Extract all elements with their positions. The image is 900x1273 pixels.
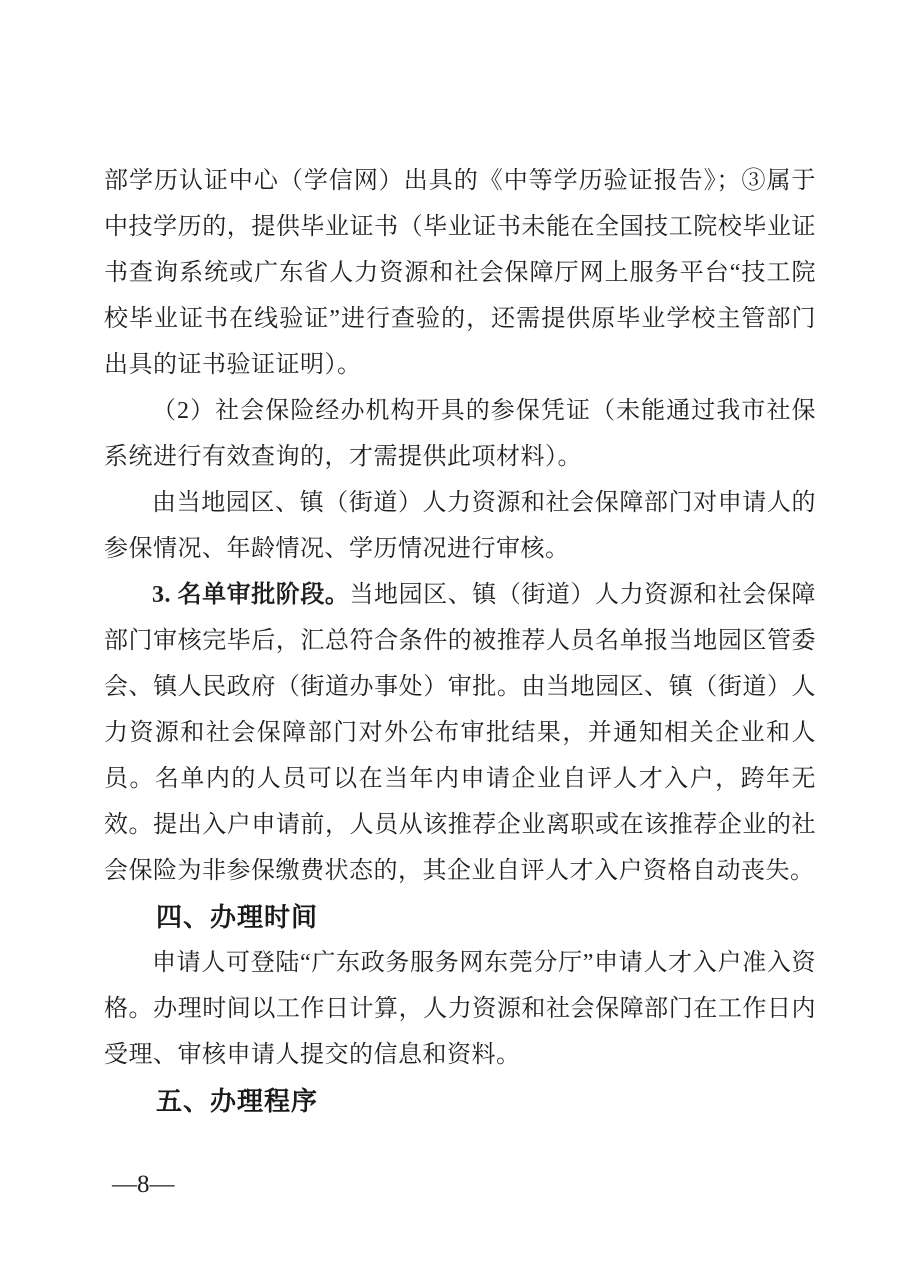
heading-procedure: 五、办理程序 [156, 1086, 319, 1116]
paragraph-social-insurance: （2）社会保险经办机构开具的参保凭证（未能通过我市社保系统进行有效查询的，才需提供此项材料）。 [104, 398, 816, 470]
paragraph-approval-body: 当地园区、镇（街道）人力资源和社会保障部门审核完毕后，汇总符合条件的被推荐人员名单报当地园区管委会、镇人民政府（街道办事处）审批。由当地园区、镇（街道）人力资源和社会保障部门对外公布审批结果，并通知相关企业和人员。名单内的人员可以在当年内申请企业自评人才入户，跨年无效。提出入户申请前，人员从该推荐企业离职或在该推荐企业的社会保险为非参保缴费状态的，其企业自评人才入户资格自动丧失。 [104, 582, 817, 884]
paragraph-review: 由当地园区、镇（街道）人力资源和社会保障部门对申请人的参保情况、年龄情况、学历情况进行审核。 [104, 490, 816, 562]
paragraph-continuation: 部学历认证中心（学信网）出具的《中等学历验证报告》；③属于中技学历的，提供毕业证书（毕业证书未能在全国技工院校毕业证书查询系统或广东省人力资源和社会保障厅网上服务平台“技工院校毕业证书在线验证”进行查验的，还需提供原毕业学校主管部门出具的证书验证证明）。 [104, 168, 816, 378]
paragraph-approval [104, 572, 816, 894]
page-number: —8— [112, 1171, 175, 1198]
paragraph-approval-lead: 3. 名单审批阶段。 [152, 582, 350, 608]
document-body [104, 158, 816, 1124]
heading-processing-time: 四、办理时间 [156, 902, 319, 932]
paragraph-processing-time: 申请人可登陆“广东政务服务网东莞分厅”申请人才入户准入资格。办理时间以工作日计算，人力资源和社会保障部门在工作日内受理、审核申请人提交的信息和资料。 [104, 950, 816, 1068]
